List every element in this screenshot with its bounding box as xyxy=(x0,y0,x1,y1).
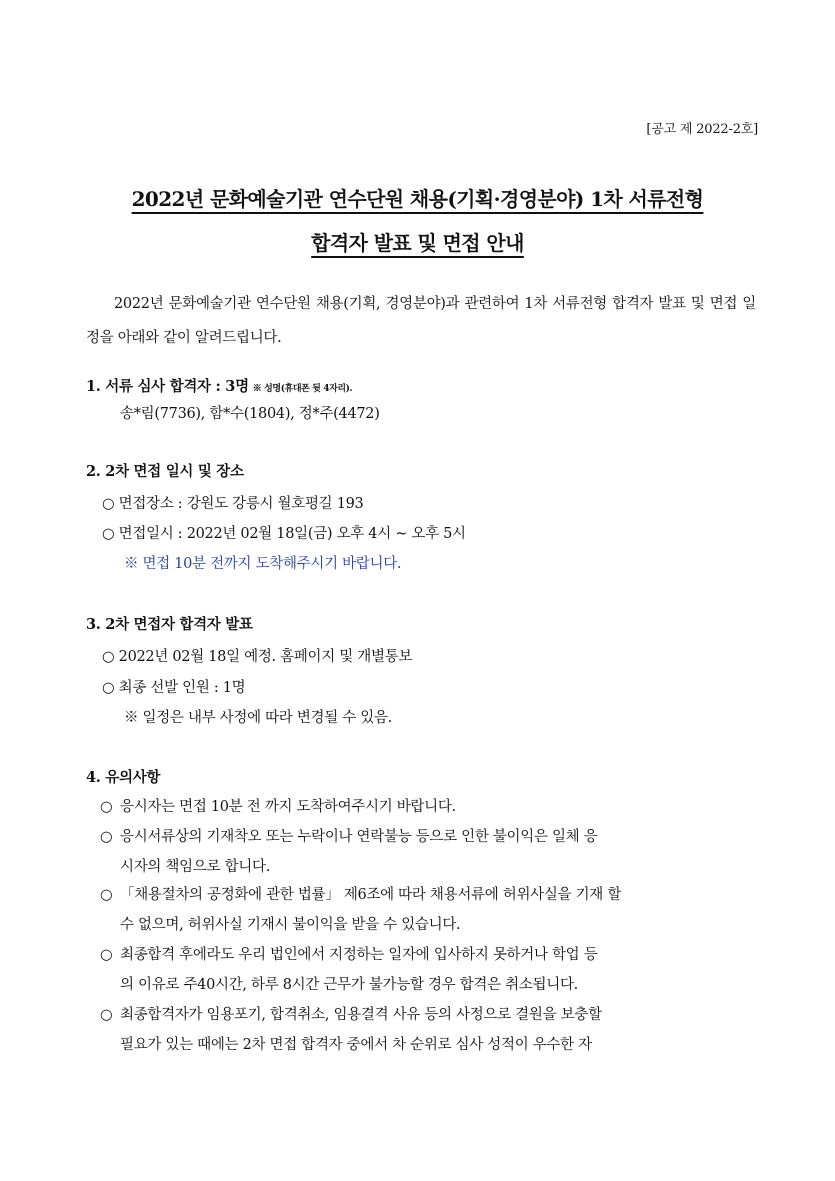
caution-item: ○ 「채용절차의 공정화에 관한 법률」 제6조에 따라 채용서류에 허위사실을 기재 할 수 없으며, 허위사실 기재시 불이익을 받을 수 있습니다. xyxy=(100,887,622,933)
interview-datetime: ○ 면접일시 : 2022년 02월 18일(금) 오후 4시 ~ 오후 5시 xyxy=(102,526,466,542)
passed-applicants: 송*림(7736), 함*수(1804), 정*주(4472) xyxy=(120,406,380,422)
section-1-note: ※ 성명(휴대폰 뒷 4자리). xyxy=(252,384,353,394)
title-line-2: 합격자 발표 및 면접 안내 xyxy=(311,231,524,255)
final-selection-count: ○ 최종 선발 인원 : 1명 xyxy=(102,680,246,696)
caution-item: ○ 최종합격 후에라도 우리 법인에서 지정하는 일자에 입사하지 못하거나 학업 등 의 이유로 주40시간, 하루 8시간 근무가 불가능할 경우 합격은 취소됩니다. xyxy=(100,947,598,993)
notice-number: [공고 제 2022-2호] xyxy=(646,122,758,137)
title-line-1: 2022년 문화예술기관 연수단원 채용(기획·경영분야) 1차 서류전형 xyxy=(131,187,704,211)
intro-paragraph: 2022년 문화예술기관 연수단원 채용(기획, 경영분야)과 관련하여 1차 서류전형 합격자 발표 및 면접 일정을 아래와 같이 알려드립니다. xyxy=(86,296,756,346)
arrival-note: ※ 면접 10분 전까지 도착해주시기 바랍니다. xyxy=(124,556,402,572)
caution-item: ○ 최종합격자가 임용포기, 합격취소, 임용결격 사유 등의 사정으로 결원을 보충할 필요가 있는 때에는 2차 면접 합격자 중에서 차 순위로 심사 성적이 우수한 자 xyxy=(100,1007,602,1053)
section-1-heading: 1. 서류 심사 합격자 : 3명 ※ 성명(휴대폰 뒷 4자리). xyxy=(86,378,353,395)
caution-item: ○ 응시자는 면접 10분 전 까지 도착하여주시기 바랍니다. xyxy=(100,799,456,815)
section-2-heading: 2. 2차 면접 일시 및 장소 xyxy=(86,463,244,480)
section-3-heading: 3. 2차 면접자 합격자 발표 xyxy=(86,616,253,633)
schedule-change-note: ※ 일정은 내부 사정에 따라 변경될 수 있음. xyxy=(124,710,392,726)
caution-item: ○ 응시서류상의 기재착오 또는 누락이나 연락불능 등으로 인한 불이익은 일체 응 시자의 책임으로 합니다. xyxy=(100,829,598,875)
announce-date: ○ 2022년 02월 18일 예정. 홈페이지 및 개별통보 xyxy=(102,649,413,665)
section-4-heading: 4. 유의사항 xyxy=(86,769,161,786)
interview-location: ○ 면접장소 : 강원도 강릉시 월호평길 193 xyxy=(102,496,364,512)
